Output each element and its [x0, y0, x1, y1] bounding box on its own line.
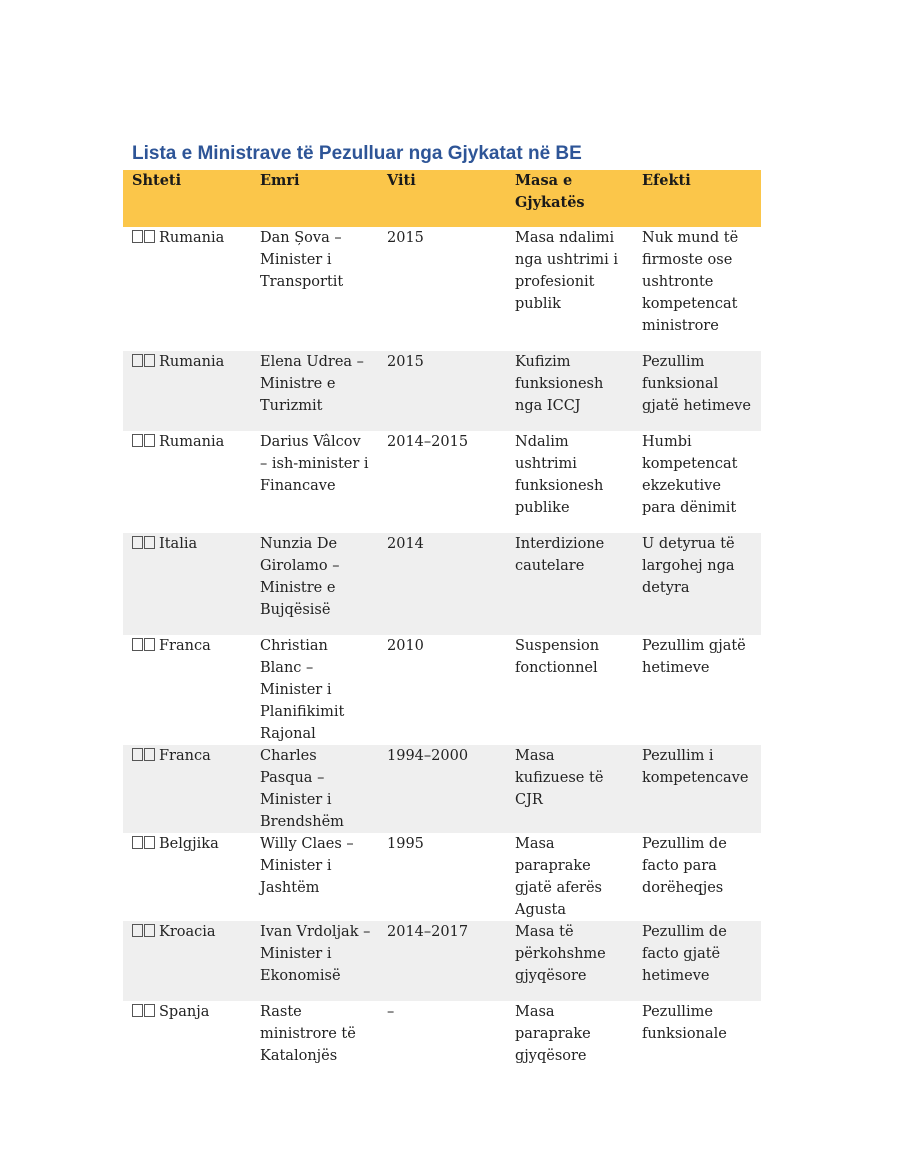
cell-effect: Pezullim funksional gjatë hetimeve — [642, 354, 751, 414]
cell-year: 2014–2017 — [387, 924, 469, 940]
cell-year: 2015 — [387, 230, 424, 246]
country-name: Kroacia — [159, 924, 216, 940]
cell-country — [123, 227, 251, 351]
table-row — [123, 921, 761, 1001]
flag-placeholder-icon — [132, 533, 156, 555]
cell-effect: Nuk mund të firmoste ose ushtronte kompetencat ministrore — [642, 230, 739, 334]
country-name: Rumania — [159, 230, 225, 246]
cell-effect: Pezullim i kompetencave — [642, 748, 749, 786]
country-name: Italia — [159, 536, 198, 552]
flag-placeholder-icon — [132, 351, 156, 373]
table-row — [123, 745, 761, 833]
table-row — [123, 533, 761, 635]
cell-country — [123, 921, 251, 1001]
cell-measure: Masa paraprake gjatë aferës Agusta — [515, 836, 602, 918]
country-name: Spanja — [159, 1004, 210, 1020]
table-row — [123, 1001, 761, 1075]
flag-placeholder-icon — [132, 635, 156, 657]
cell-measure: Kufizim funksionesh nga ICCJ — [515, 354, 604, 414]
cell-name: Raste ministrore të Katalonjës — [260, 1004, 356, 1064]
cell-country — [123, 745, 251, 833]
cell-country — [123, 833, 251, 921]
country-name: Franca — [159, 748, 211, 764]
cell-effect: Pezullim gjatë hetimeve — [642, 638, 746, 676]
column-header-country: Shteti — [132, 172, 182, 189]
cell-year: – — [387, 1004, 395, 1020]
cell-country — [123, 635, 251, 745]
flag-placeholder-icon — [132, 833, 156, 855]
cell-effect: Pezullime funksionale — [642, 1004, 727, 1042]
table-row — [123, 351, 761, 431]
cell-name: Darius Vâlcov – ish-minister i Financave — [260, 434, 369, 494]
cell-effect: Pezullim de facto gjatë hetimeve — [642, 924, 727, 984]
flag-placeholder-icon — [132, 1001, 156, 1023]
cell-effect: U detyrua të largohej nga detyra — [642, 536, 735, 596]
country-name: Rumania — [159, 434, 225, 450]
cell-measure: Suspension fonctionnel — [515, 638, 600, 676]
table-row — [123, 833, 761, 921]
cell-effect: Pezullim de facto para dorëheqjes — [642, 836, 727, 896]
cell-name: Christian Blanc – Minister i Planifikimit Rajonal — [260, 638, 345, 742]
cell-name: Ivan Vrdoljak – Minister i Ekonomisë — [260, 924, 371, 984]
cell-measure: Interdizione cautelare — [515, 536, 605, 574]
cell-country — [123, 431, 251, 533]
cell-year: 2010 — [387, 638, 424, 654]
ministers-table — [123, 170, 761, 1075]
country-name: Belgjika — [159, 836, 219, 852]
flag-placeholder-icon — [132, 921, 156, 943]
cell-measure: Masa të përkohshme gjyqësore — [515, 924, 606, 984]
cell-country — [123, 1001, 251, 1075]
column-header-measure: Masa e Gjykatës — [515, 172, 585, 211]
table-header-row — [123, 170, 761, 227]
cell-effect: Humbi kompetencat ekzekutive para dënimit — [642, 434, 738, 516]
cell-year: 2014–2015 — [387, 434, 469, 450]
table-row — [123, 431, 761, 533]
page-title: Lista e Ministrave të Pezulluar nga Gjykatat në BE — [132, 143, 582, 164]
country-name: Franca — [159, 638, 211, 654]
cell-measure: Masa ndalimi nga ushtrimi i profesionit publik — [515, 230, 619, 312]
column-header-year: Viti — [387, 172, 416, 189]
table-row — [123, 227, 761, 351]
cell-measure: Ndalim ushtrimi funksionesh publike — [515, 434, 604, 516]
table-row — [123, 635, 761, 745]
cell-year: 1995 — [387, 836, 424, 852]
cell-year: 1994–2000 — [387, 748, 469, 764]
column-header-name: Emri — [260, 172, 300, 189]
cell-measure: Masa paraprake gjyqësore — [515, 1004, 591, 1064]
cell-country — [123, 533, 251, 635]
cell-year: 2014 — [387, 536, 424, 552]
flag-placeholder-icon — [132, 227, 156, 249]
cell-name: Dan Șova – Minister i Transportit — [260, 230, 344, 290]
cell-name: Charles Pasqua – Minister i Brendshëm — [260, 748, 344, 830]
flag-placeholder-icon — [132, 745, 156, 767]
country-name: Rumania — [159, 354, 225, 370]
cell-country — [123, 351, 251, 431]
flag-placeholder-icon — [132, 431, 156, 453]
table-body — [123, 227, 761, 1075]
cell-name: Nunzia De Girolamo – Ministre e Bujqësisë — [260, 536, 340, 618]
column-header-effect: Efekti — [642, 172, 691, 189]
cell-year: 2015 — [387, 354, 424, 370]
cell-name: Elena Udrea – Ministre e Turizmit — [260, 354, 364, 414]
cell-measure: Masa kufizuese të CJR — [515, 748, 604, 808]
cell-name: Willy Claes – Minister i Jashtëm — [260, 836, 354, 896]
